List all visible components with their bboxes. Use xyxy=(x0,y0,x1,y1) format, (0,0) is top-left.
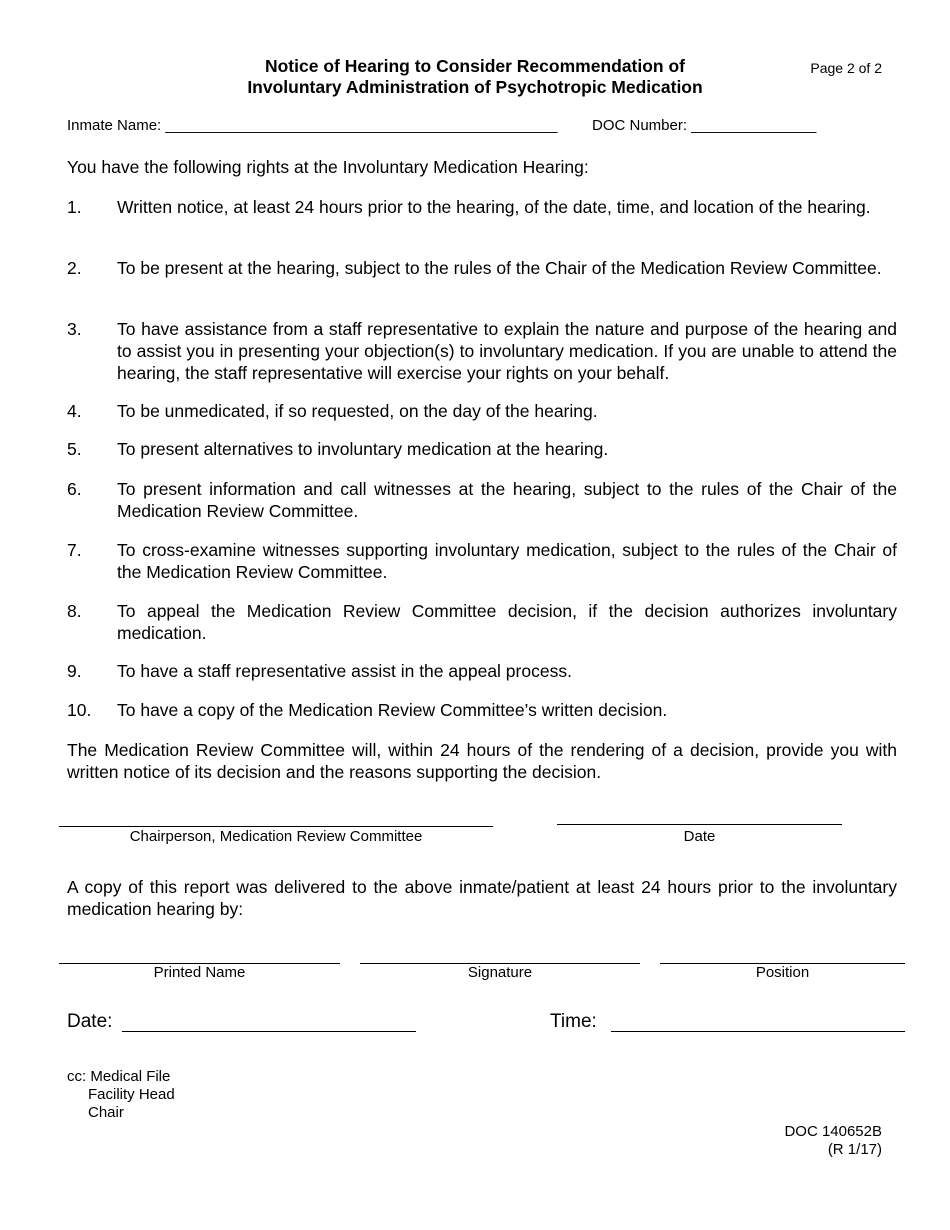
cc-line: Chair xyxy=(88,1104,124,1121)
list-text: To cross-examine witnesses supporting involuntary medication, subject to the rules of the Chair of the Medication Review Committee. xyxy=(117,540,897,582)
list-text: To present information and call witnesses at the hearing, subject to the rules of the Chair of the Medication Review Committee. xyxy=(117,479,897,521)
list-number: 4. xyxy=(67,401,82,421)
position-caption: Position xyxy=(755,964,810,981)
form-revision: (R 1/17) xyxy=(827,1141,882,1158)
list-number: 2. xyxy=(67,258,82,278)
cc-line: Facility Head xyxy=(88,1086,175,1103)
list-item xyxy=(67,660,897,682)
list-item xyxy=(67,600,897,644)
list-text: To have a copy of the Medication Review Committee’s written decision. xyxy=(117,700,668,720)
cc-line: cc: Medical File xyxy=(67,1068,171,1085)
form-number xyxy=(784,1123,882,1159)
list-text: To present alternatives to involuntary medication at the hearing. xyxy=(117,439,609,459)
list-item xyxy=(67,318,897,384)
list-number: 1. xyxy=(67,197,82,217)
list-number: 7. xyxy=(67,540,82,560)
list-item xyxy=(67,478,897,522)
inmate-name-blank[interactable]: _______________________________________________ xyxy=(165,117,558,134)
list-number: 10. xyxy=(67,700,92,720)
list-item xyxy=(67,400,897,422)
list-text: To appeal the Medication Review Committee decision, if the decision authorizes involuntary medication. xyxy=(117,601,897,643)
signature-caption: Signature xyxy=(467,964,533,981)
rights-intro: You have the following rights at the Involuntary Medication Hearing: xyxy=(67,157,589,177)
date-caption: Date xyxy=(683,828,716,845)
list-number: 5. xyxy=(67,439,82,459)
date-label: Date: xyxy=(67,1011,113,1032)
delivery-paragraph: A copy of this report was delivered to the above inmate/patient at least 24 hours prior to the involuntary medication hearing by: xyxy=(67,877,897,919)
time-input-line[interactable] xyxy=(611,1031,905,1032)
list-text: To have a staff representative assist in the appeal process. xyxy=(117,661,572,681)
list-number: 6. xyxy=(67,479,82,499)
doc-number-field[interactable] xyxy=(592,117,816,134)
list-number: 3. xyxy=(67,319,82,339)
list-text: To be present at the hearing, subject to the rules of the Chair of the Medication Review Committee. xyxy=(117,258,882,278)
list-text: To have assistance from a staff representative to explain the nature and purpose of the hearing and to assist you in presenting your objection(s) to involuntary medication. If you are unable to attend the hearing, the staff representative will exercise your rights on your behalf. xyxy=(117,319,897,383)
closing-paragraph: The Medication Review Committee will, within 24 hours of the rendering of a decision, provide you with written notice of its decision and the reasons supporting the decision. xyxy=(67,740,897,782)
page-number: Page 2 of 2 xyxy=(810,60,882,76)
date-input-line[interactable] xyxy=(122,1031,416,1032)
list-text: Written notice, at least 24 hours prior to the hearing, of the date, time, and location of the hearing. xyxy=(117,197,871,217)
list-item xyxy=(67,438,897,460)
list-item xyxy=(67,699,897,721)
form-title-line2: Involuntary Administration of Psychotropic Medication xyxy=(247,77,703,97)
date-signature-line[interactable] xyxy=(557,824,842,825)
cc-list xyxy=(67,1068,175,1122)
list-number: 8. xyxy=(67,601,82,621)
doc-number-label: DOC Number: xyxy=(592,117,688,134)
inmate-name-label: Inmate Name: xyxy=(67,117,162,134)
printed-name-caption: Printed Name xyxy=(153,964,246,981)
list-text: To be unmedicated, if so requested, on the day of the hearing. xyxy=(117,401,598,421)
form-number-code: DOC 140652B xyxy=(784,1123,882,1140)
doc-number-blank[interactable]: _______________ xyxy=(691,117,817,134)
list-number: 9. xyxy=(67,661,82,681)
form-title xyxy=(0,56,950,98)
inmate-name-field[interactable] xyxy=(67,117,557,134)
time-label: Time: xyxy=(550,1011,597,1032)
chair-signature-line[interactable] xyxy=(59,826,493,827)
list-item xyxy=(67,196,897,218)
chair-caption: Chairperson, Medication Review Committee xyxy=(129,828,423,845)
form-title-line1: Notice of Hearing to Consider Recommendation of xyxy=(264,56,686,76)
list-item xyxy=(67,257,897,279)
list-item xyxy=(67,539,897,583)
